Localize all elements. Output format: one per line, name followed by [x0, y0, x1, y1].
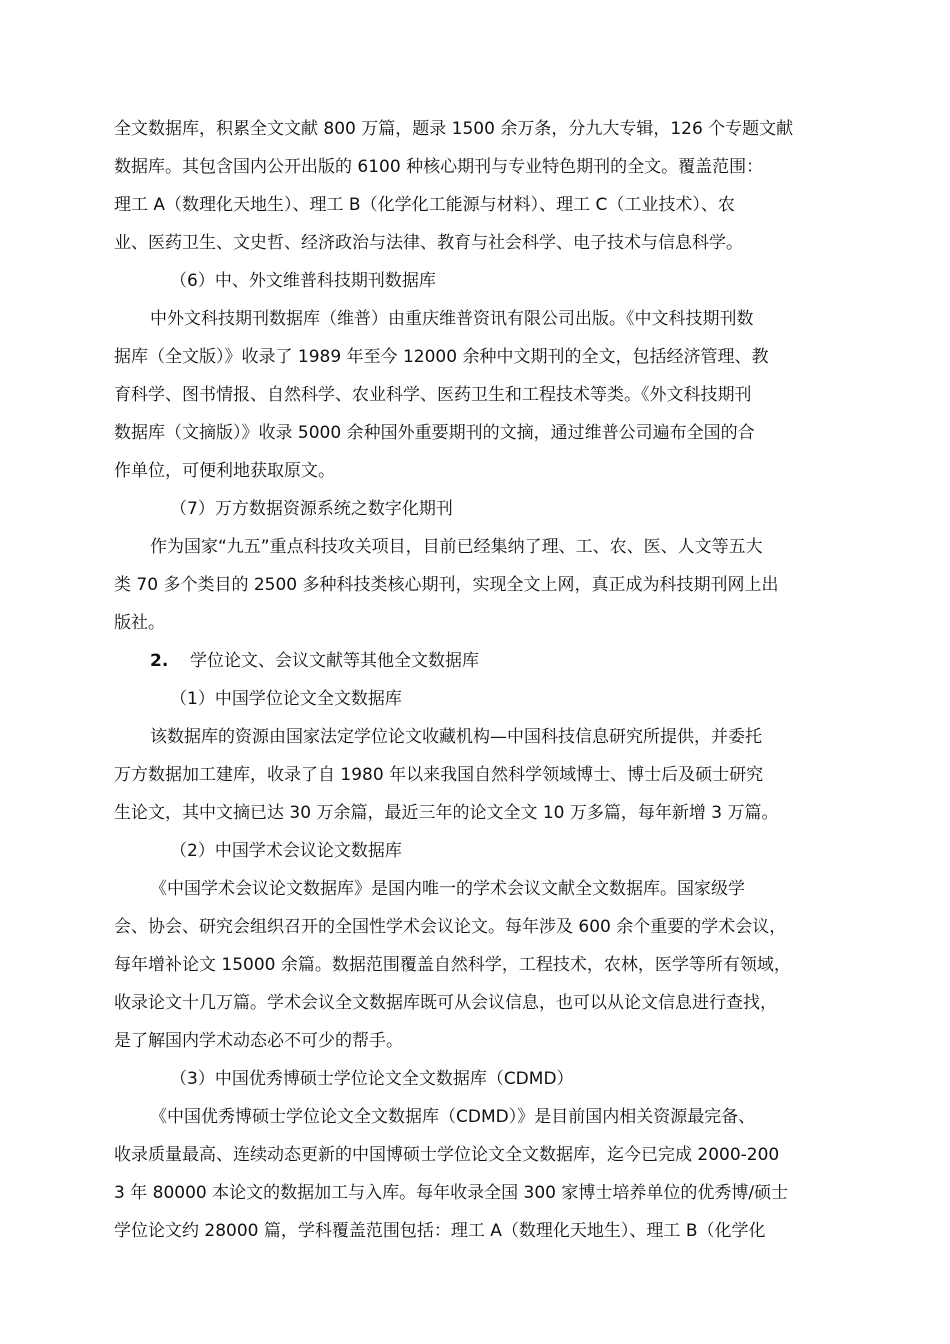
paragraph-line: 数据库。其包含国内公开出版的 6100 种核心期刊与专业特色期刊的全文。覆盖范围：	[114, 157, 764, 177]
paragraph-line: 学位论文约 28000 篇，学科覆盖范围包括：理工 A（数理化天地生）、理工 B（化学化	[114, 1221, 766, 1241]
paragraph-line: 版社。	[114, 613, 165, 633]
paragraph-line: 该数据库的资源由国家法定学位论文收藏机构—中国科技信息研究所提供，并委托	[150, 727, 762, 747]
paragraph-line: 数据库（文摘版）》收录 5000 余种国外重要期刊的文摘，通过维普公司遍布全国的合	[114, 423, 755, 443]
paragraph-line: 万方数据加工建库，收录了自 1980 年以来我国自然科学领域博士、博士后及硕士研究	[114, 765, 764, 785]
subsection-heading: （6）中、外文维普科技期刊数据库	[170, 271, 436, 291]
subsection-heading: （1）中国学位论文全文数据库	[170, 689, 402, 709]
subsection-heading: （7）万方数据资源系统之数字化期刊	[170, 499, 453, 519]
paragraph-line: 育科学、图书情报、自然科学、农业科学、医药卫生和工程技术等类。《外文科技期刊	[114, 385, 752, 405]
section-number: 2.	[150, 651, 169, 671]
paragraph-line: 每年增补论文 15000 余篇。数据范围覆盖自然科学，工程技术，农林，医学等所有领域，	[114, 955, 791, 975]
paragraph-line: 生论文，其中文摘已达 30 万余篇，最近三年的论文全文 10 万多篇，每年新增 3 万篇。	[114, 803, 779, 823]
paragraph-line: 3 年 80000 本论文的数据加工与入库。每年收录全国 300 家博士培养单位的优秀博/硕士	[114, 1183, 789, 1203]
section-title: 学位论文、会议文献等其他全文数据库	[190, 651, 479, 671]
paragraph-line: 中外文科技期刊数据库（维普）由重庆维普资讯有限公司出版。《中文科技期刊数	[150, 309, 754, 329]
paragraph-line: 《中国学术会议论文数据库》是国内唯一的学术会议文献全文数据库。国家级学	[150, 879, 745, 899]
paragraph-line: 理工 A（数理化天地生）、理工 B（化学化工能源与材料）、理工 C（工业技术）、农	[114, 195, 735, 215]
paragraph-line: 业、医药卫生、文史哲、经济政治与法律、教育与社会科学、电子技术与信息科学。	[114, 233, 743, 253]
section-heading	[150, 650, 479, 672]
paragraph-line: 是了解国内学术动态必不可少的帮手。	[114, 1031, 403, 1051]
paragraph-line: 收录质量最高、连续动态更新的中国博硕士学位论文全文数据库，迄今已完成 2000-200	[114, 1145, 780, 1165]
paragraph-line: 全文数据库，积累全文文献 800 万篇，题录 1500 余万条，分九大专辑，126 个专题文献	[114, 119, 794, 139]
paragraph-line: 《中国优秀博硕士学位论文全文数据库（CDMD）》是目前国内相关资源最完备、	[150, 1107, 756, 1127]
paragraph-line: 类 70 多个类目的 2500 多种科技类核心期刊，实现全文上网，真正成为科技期刊网上出	[114, 575, 779, 595]
paragraph-line: 据库（全文版）》收录了 1989 年至今 12000 余种中文期刊的全文，包括经济管理、教	[114, 347, 769, 367]
paragraph-line: 收录论文十几万篇。学术会议全文数据库既可从会议信息，也可以从论文信息进行查找，	[114, 993, 777, 1013]
paragraph-line: 作单位，可便利地获取原文。	[114, 461, 335, 481]
paragraph-line: 作为国家“九五”重点科技攻关项目，目前已经集纳了理、工、农、医、人文等五大	[150, 537, 763, 557]
paragraph-line: 会、协会、研究会组织召开的全国性学术会议论文。每年涉及 600 余个重要的学术会议，	[114, 917, 787, 937]
subsection-heading: （3）中国优秀博硕士学位论文全文数据库（CDMD）	[170, 1069, 574, 1089]
subsection-heading: （2）中国学术会议论文数据库	[170, 841, 402, 861]
